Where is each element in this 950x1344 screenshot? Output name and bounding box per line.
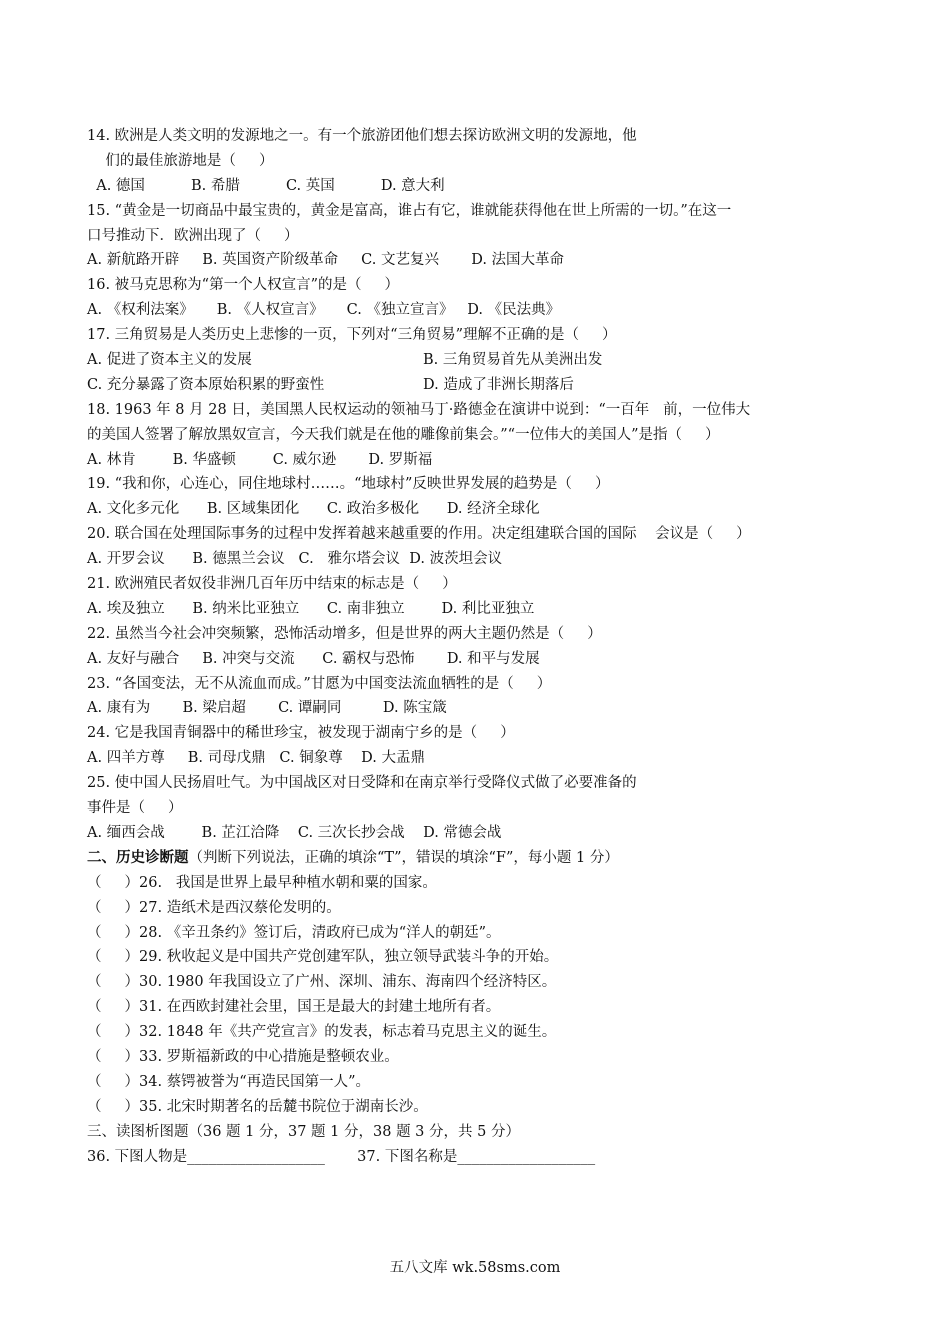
answer-options-row xyxy=(87,348,877,373)
answer-options: A. 开罗会议 B. 德黑兰会议 C. 雅尔塔会议 D. 波茨坦会议 xyxy=(87,551,503,568)
question-stem: 23. “各国变法，无不从流血而成。”甘愿为中国变法流血牺牲的是（ ） xyxy=(87,675,552,692)
true-false-item: （ ）29. 秋收起义是中国共产党创建军队，独立领导武装斗争的开始。 xyxy=(87,949,559,966)
question-stem: 15. “黄金是一切商品中最宝贵的，黄金是富高，谁占有它，谁就能获得他在世上所需的一切。”在这一 xyxy=(87,202,732,219)
answer-option: C. 充分暴露了资本原始积累的野蛮性 xyxy=(87,376,325,393)
answer-options: A. 《权利法案》 B. 《人权宣言》 C. 《独立宣言》 D. 《民法典》 xyxy=(87,302,561,319)
answer-options: A. 文化多元化 B. 区域集团化 C. 政治多极化 D. 经济全球化 xyxy=(87,501,540,518)
true-false-item: （ ）34. 蔡锷被誉为“再造民国第一人”。 xyxy=(87,1073,371,1090)
true-false-item: （ ）32. 1848 年《共产党宣言》的发表，标志着马克思主义的诞生。 xyxy=(87,1024,557,1041)
section-3-blanks: 36. 下图人物是___________________ 37. 下图名称是___________________ xyxy=(87,1148,596,1165)
question-stem: 14. 欧洲是人类文明的发源地之一。有一个旅游团他们想去探访欧洲文明的发源地，他 xyxy=(87,128,637,144)
true-false-item: （ ）35. 北宋时期著名的岳麓书院位于湖南长沙。 xyxy=(87,1098,428,1115)
question-stem: 19. “我和你，心连心，同住地球村……。“地球村”反映世界发展的趋势是（ ） xyxy=(87,476,610,493)
answer-options: A. 友好与融合 B. 冲突与交流 C. 霸权与恐怖 D. 和平与发展 xyxy=(87,650,540,667)
question-stem: 20. 联合国在处理国际事务的过程中发挥着越来越重要的作用。决定组建联合国的国际 会议是（ ） xyxy=(87,526,751,543)
section-3-title: 三、读图析图题（36 题 1 分，37 题 1 分，38 题 3 分，共 5 分） xyxy=(87,1123,520,1140)
question-stem: 口号推动下．欧洲出现了（ ） xyxy=(87,227,299,244)
true-false-item: （ ）27. 造纸术是西汉蔡伦发明的。 xyxy=(87,899,341,916)
true-false-item: （ ）26. 我国是世界上最早种植水朝和粟的国家。 xyxy=(87,874,437,891)
answer-option: D. 造成了非洲长期落后 xyxy=(423,376,574,393)
question-stem: 21. 欧洲殖民者奴役非洲几百年历中结束的标志是（ ） xyxy=(87,576,457,593)
question-stem: 24. 它是我国青铜器中的稀世珍宝，被发现于湖南宁乡的是（ ） xyxy=(87,725,515,742)
question-stem: 事件是（ ） xyxy=(87,800,183,817)
answer-options: A. 新航路开辟 B. 英国资产阶级革命 C. 文艺复兴 D. 法国大革命 xyxy=(87,252,565,269)
answer-options: A. 德国 B. 希腊 C. 英国 D. 意大利 xyxy=(87,177,445,194)
question-stem: 们的最佳旅游地是（ ） xyxy=(87,152,274,169)
answer-options-row xyxy=(87,373,877,398)
question-stem: 18. 1963 年 8 月 28 日，美国黑人民权运动的领袖马丁·路德金在演讲中说到：“一百年 前，一位伟大 xyxy=(87,401,751,418)
footer-watermark: 五八文库 wk.58sms.com xyxy=(389,1260,561,1276)
answer-options: A. 林肯 B. 华盛顿 C. 威尔逊 D. 罗斯福 xyxy=(87,451,433,468)
section-2-heading xyxy=(87,846,877,871)
true-false-item: （ ）28. 《辛丑条约》签订后，清政府已成为“洋人的朝廷”。 xyxy=(87,924,501,941)
answer-options: A. 缅西会战 B. 芷江洽降 C. 三次长抄会战 D. 常德会战 xyxy=(87,824,502,841)
true-false-item: （ ）33. 罗斯福新政的中心措施是整顿农业。 xyxy=(87,1048,399,1065)
exam-page xyxy=(87,124,877,1169)
answer-options: A. 埃及独立 B. 纳米比亚独立 C. 南非独立 D. 利比亚独立 xyxy=(87,600,535,617)
answer-option: A. 促进了资本主义的发展 xyxy=(87,352,252,369)
answer-options: A. 康有为 B. 梁启超 C. 谭嗣同 D. 陈宝箴 xyxy=(87,700,447,717)
section-2-note: （判断下列说法，正确的填涂“T”，错误的填涂“F”，每小题 1 分） xyxy=(188,849,619,866)
section-2-title: 二、历史诊断题 xyxy=(87,848,189,866)
question-stem: 22. 虽然当今社会冲突频繁，恐怖活动增多，但是世界的两大主题仍然是（ ） xyxy=(87,625,602,642)
true-false-item: （ ）30. 1980 年我国设立了广州、深圳、浦东、海南四个经济特区。 xyxy=(87,974,557,991)
question-stem: 17. 三角贸易是人类历史上悲惨的一页，下列对“三角贸易”理解不正确的是（ ） xyxy=(87,327,617,344)
question-stem: 25. 使中国人民扬眉吐气。为中国战区对日受降和在南京举行受降仪式做了必要准备的 xyxy=(87,775,637,792)
answer-options: A. 四羊方尊 B. 司母戊鼎 C. 铜象尊 D. 大盂鼎 xyxy=(87,750,425,767)
question-stem: 16. 被马克思称为“第一个人权宣言”的是（ ） xyxy=(87,277,400,294)
answer-option: B. 三角贸易首先从美洲出发 xyxy=(423,352,603,369)
question-stem: 的美国人签署了解放黑奴宣言，今天我们就是在他的雕像前集会。”“一位伟大的美国人”是指（ ） xyxy=(87,426,720,443)
true-false-item: （ ）31. 在西欧封建社会里，国王是最大的封建土地所有者。 xyxy=(87,999,501,1016)
